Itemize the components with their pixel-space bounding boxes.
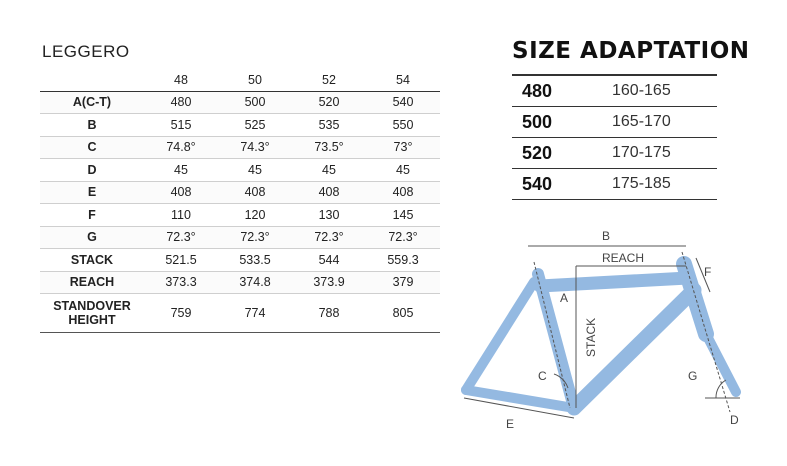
table-row	[512, 169, 717, 200]
table-row	[40, 271, 440, 294]
row-label: REACH	[40, 271, 144, 294]
seat-stay	[466, 282, 534, 390]
size-adaptation-table	[512, 74, 717, 200]
cell-value: 110	[144, 204, 218, 227]
cell-value: 544	[292, 249, 366, 272]
cell-value: 540	[366, 91, 440, 114]
table-row	[40, 181, 440, 204]
row-label-standover	[40, 294, 144, 333]
rider-height-range: 170-175	[612, 138, 717, 169]
cell-value: 45	[366, 159, 440, 182]
cell-value: 74.3°	[218, 136, 292, 159]
cell-value: 72.3°	[144, 226, 218, 249]
rider-height-range: 175-185	[612, 169, 717, 200]
dim-label-stack: STACK	[584, 317, 598, 357]
row-label-line2: HEIGHT	[68, 313, 116, 327]
rider-height-range: 165-170	[612, 107, 717, 138]
cell-value: 805	[366, 294, 440, 333]
cell-value: 759	[144, 294, 218, 333]
cell-value: 72.3°	[366, 226, 440, 249]
row-label-line1: STANDOVER	[53, 299, 131, 313]
table-row	[40, 136, 440, 159]
cell-value: 130	[292, 204, 366, 227]
cell-value: 45	[144, 159, 218, 182]
cell-value: 520	[292, 91, 366, 114]
cell-value: 408	[218, 181, 292, 204]
cell-value: 480	[144, 91, 218, 114]
geometry-title: LEGGERO	[42, 42, 130, 61]
cell-value: 788	[292, 294, 366, 333]
table-row	[40, 159, 440, 182]
chain-stay	[466, 390, 574, 408]
table-row	[512, 138, 717, 169]
cell-value: 45	[218, 159, 292, 182]
row-label: STACK	[40, 249, 144, 272]
frame-tubes	[466, 264, 736, 408]
cell-value: 120	[218, 204, 292, 227]
frame-size: 480	[512, 75, 612, 107]
dim-label-c: C	[538, 369, 547, 383]
table-row	[512, 107, 717, 138]
cell-value: 408	[292, 181, 366, 204]
dim-label-g: G	[688, 369, 698, 383]
table-row	[40, 249, 440, 272]
table-row	[40, 226, 440, 249]
top-tube	[540, 278, 688, 286]
cell-value: 73°	[366, 136, 440, 159]
geometry-table	[40, 69, 440, 333]
cell-value: 774	[218, 294, 292, 333]
header-empty-cell	[40, 69, 144, 91]
table-row	[512, 75, 717, 107]
frame-size: 500	[512, 107, 612, 138]
dim-label-a: A	[560, 291, 569, 305]
cell-value: 408	[144, 181, 218, 204]
row-label: D	[40, 159, 144, 182]
cell-value: 500	[218, 91, 292, 114]
cell-value: 533.5	[218, 249, 292, 272]
cell-value: 72.3°	[292, 226, 366, 249]
row-label: G	[40, 226, 144, 249]
cell-value: 72.3°	[218, 226, 292, 249]
cell-value: 408	[366, 181, 440, 204]
table-header-row	[40, 69, 440, 91]
cell-value: 521.5	[144, 249, 218, 272]
dim-label-f: F	[704, 265, 712, 279]
row-label: C	[40, 136, 144, 159]
dim-label-b: B	[602, 229, 611, 243]
cell-value: 525	[218, 114, 292, 137]
cell-value: 550	[366, 114, 440, 137]
frame-size: 540	[512, 169, 612, 200]
cell-value: 374.8	[218, 271, 292, 294]
rider-height-range: 160-165	[612, 75, 717, 107]
table-row	[40, 204, 440, 227]
cell-value: 74.8°	[144, 136, 218, 159]
cell-value: 145	[366, 204, 440, 227]
cell-value: 535	[292, 114, 366, 137]
cell-value: 559.3	[366, 249, 440, 272]
size-adaptation-title: SIZE ADAPTATION	[512, 38, 750, 64]
frame-geometry-diagram	[450, 222, 770, 442]
row-label: B	[40, 114, 144, 137]
frame-size: 520	[512, 138, 612, 169]
cell-value: 515	[144, 114, 218, 137]
row-label: F	[40, 204, 144, 227]
dim-label-d: D	[730, 413, 739, 427]
table-row	[40, 114, 440, 137]
size-header-54: 54	[366, 69, 440, 91]
cell-value: 379	[366, 271, 440, 294]
cell-value: 373.3	[144, 271, 218, 294]
table-row	[40, 294, 440, 333]
seat-tube	[538, 274, 574, 408]
row-label: A(C-T)	[40, 91, 144, 114]
dim-label-e: E	[506, 417, 515, 431]
cell-value: 373.9	[292, 271, 366, 294]
cell-value: 73.5°	[292, 136, 366, 159]
size-header-50: 50	[218, 69, 292, 91]
size-header-52: 52	[292, 69, 366, 91]
cell-value: 45	[292, 159, 366, 182]
size-header-48: 48	[144, 69, 218, 91]
table-row	[40, 91, 440, 114]
dim-label-reach: REACH	[602, 251, 645, 265]
row-label: E	[40, 181, 144, 204]
